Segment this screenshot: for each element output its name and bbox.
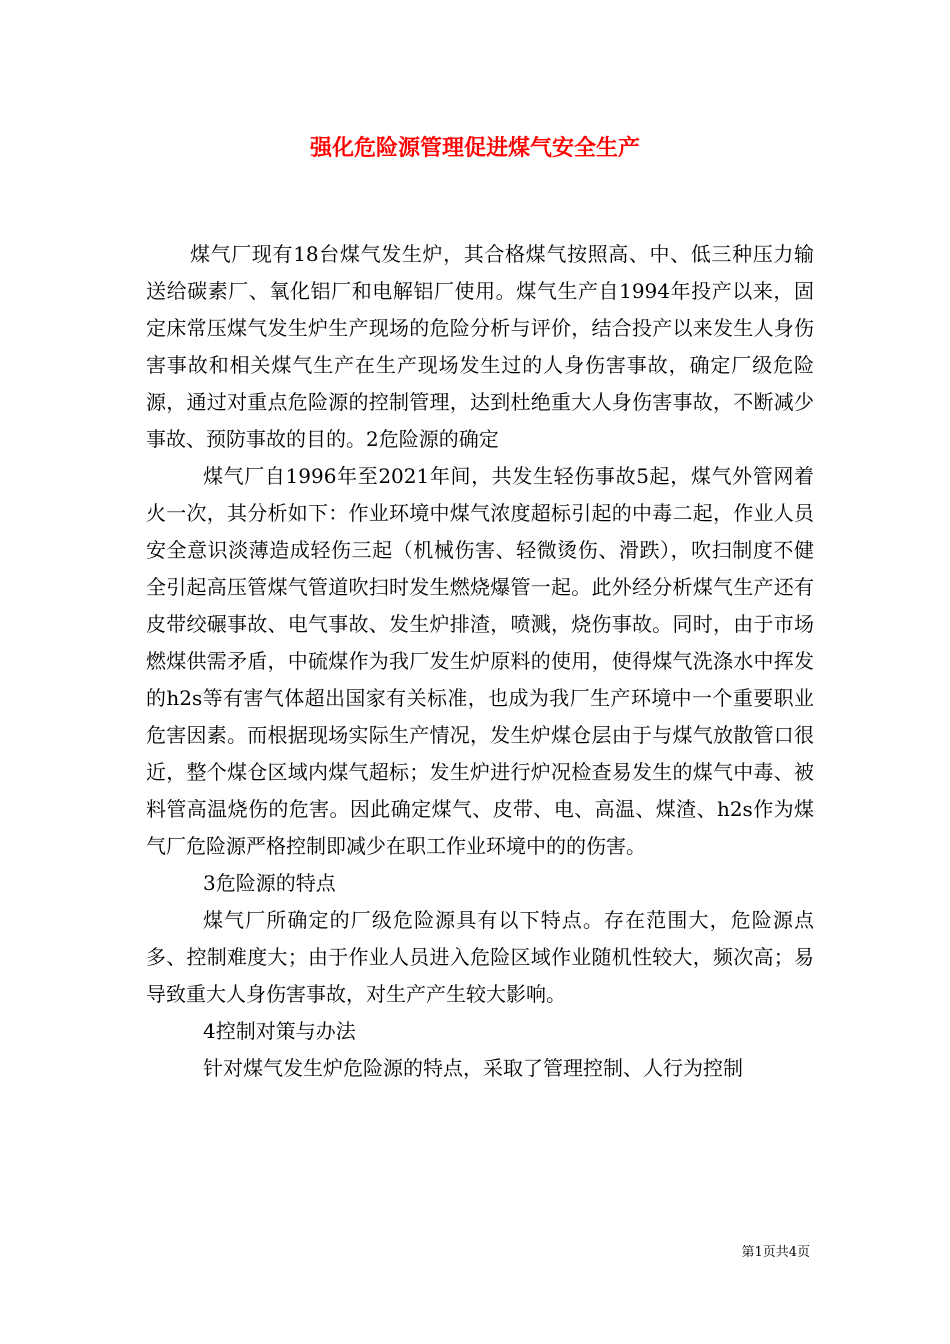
paragraph-section4: 针对煤气发生炉危险源的特点，采取了管理控制、人行为控制 [203, 1056, 743, 1080]
paragraph-section2: 煤气厂自1996年至2021年间，共发生轻伤事故5起，煤气外管网着火一次，其分析如下：作业环境中煤气浓度超标引起的中毒二起，作业人员安全意识淡薄造成轻伤三起（机械伤害、轻微烫伤、滑跌），吹扫制度不健全引起高压管煤气管道吹扫时发生燃烧爆管一起。此外经分析煤气生产还有皮带绞碾事故、电气事故、发生炉排渣，喷溅，烧伤事故。同时，由于市场燃煤供需矛盾，中硫煤作为我厂发生炉原料的使用，使得煤气洗涤水中挥发的h2s等有害气体超出国家有关标准，也成为我厂生产环境中一个重要职业危害因素。而根据现场实际生产情况，发生炉煤仓层由于与煤气放散管口很近，整个煤仓区域内煤气超标；发生炉进行炉况检查易发生的煤气中毒、被料管高温烧伤的危害。因此确定煤气、皮带、电、高温、煤渣、h2s作为煤气厂危险源严格控制即减少在职工作业环境中的的伤害。 [146, 464, 814, 858]
paragraph-intro: 煤气厂现有18台煤气发生炉，其合格煤气按照高、中、低三种压力输送给碳素厂、氧化铝厂和电解铝厂使用。煤气生产自1994年投产以来，固定床常压煤气发生炉生产现场的危险分析与评价，结合投产以来发生人身伤害事故和相关煤气生产在生产现场发生过的人身伤害事故，确定厂级危险源，通过对重点危险源的控制管理，达到杜绝重大人身伤害事故，不断减少事故、预防事故的目的。2危险源的确定 [146, 242, 814, 451]
page-number-footer: 第1页共4页 [741, 1245, 810, 1260]
document-title: 强化危险源管理促进煤气安全生产 [309, 135, 640, 161]
paragraph-section3: 煤气厂所确定的厂级危险源具有以下特点。存在范围大，危险源点多、控制难度大；由于作业人员进入危险区域作业随机性较大，频次高；易导致重大人身伤害事故，对生产产生较大影响。 [146, 908, 814, 1006]
section4-heading: 4控制对策与办法 [203, 1019, 356, 1043]
section3-heading: 3危险源的特点 [203, 871, 336, 895]
document-body [146, 236, 814, 1087]
